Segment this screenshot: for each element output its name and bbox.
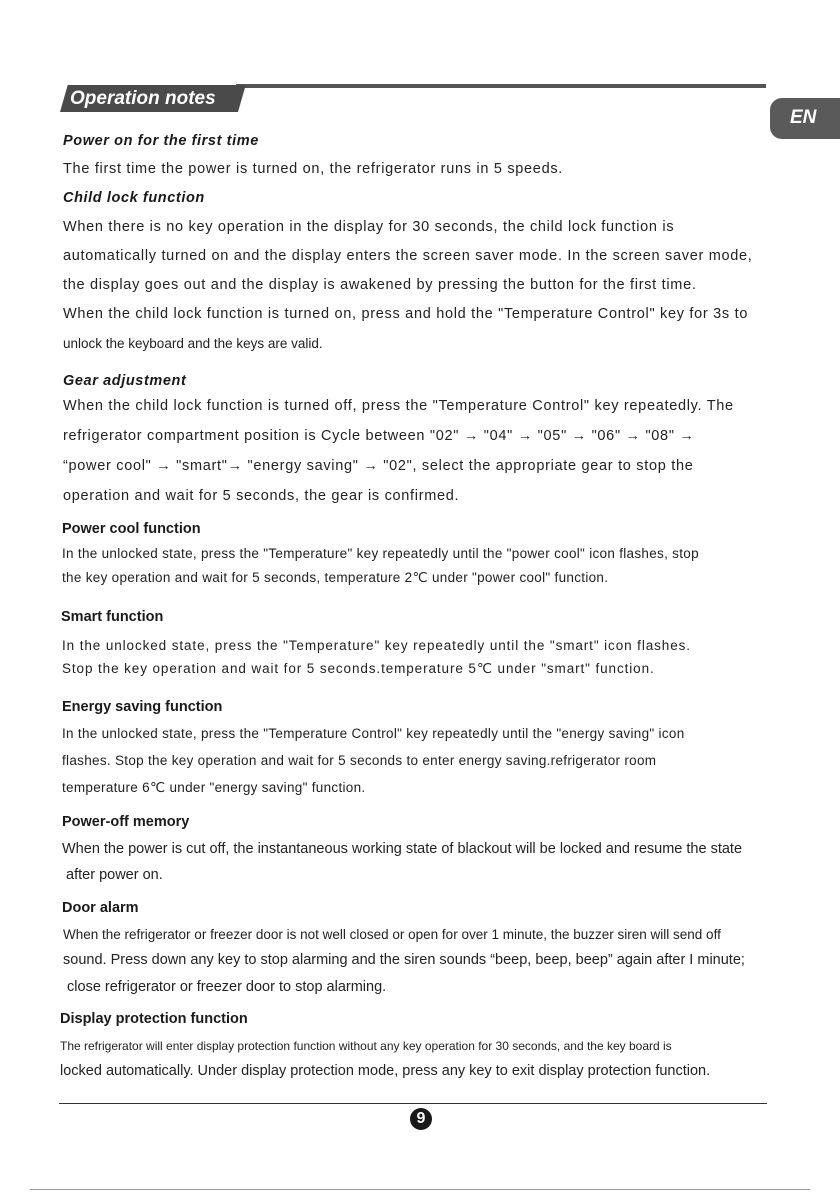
footer-rule bbox=[30, 1189, 810, 1190]
page-number-badge: 9 bbox=[410, 1108, 432, 1130]
heading-smart: Smart function bbox=[61, 609, 164, 625]
heading-power-cool: Power cool function bbox=[62, 521, 201, 537]
power-cool-line: the key operation and wait for 5 seconds, temperature 2℃ under "power cool" function. bbox=[62, 570, 609, 585]
power-cool-line: In the unlocked state, press the "Temperature" key repeatedly until the "power cool" icon flashes, stop bbox=[62, 546, 699, 561]
door-line: close refrigerator or freezer door to stop alarming. bbox=[63, 979, 387, 995]
memory-line: When the power is cut off, the instantaneous working state of blackout will be locked and resume the state bbox=[62, 841, 743, 857]
heading-door-alarm: Door alarm bbox=[62, 900, 139, 916]
child-lock-line: the display goes out and the display is awakened by pressing the button for the first time. bbox=[63, 277, 697, 293]
display-line: The refrigerator will enter display protection function without any key operation for 30 seconds, and the key board is bbox=[60, 1039, 672, 1053]
gear-line: When the child lock function is turned off, press the "Temperature Control" key repeatedly. The bbox=[63, 398, 734, 414]
heading-first-time: Power on for the first time bbox=[63, 133, 259, 149]
smart-line: In the unlocked state, press the "Temperature" key repeatedly until the "smart" icon flashes. bbox=[62, 638, 691, 653]
language-label: EN bbox=[790, 107, 817, 128]
door-line: sound. Press down any key to stop alarming and the siren sounds “beep, beep, beep” again after I minute; bbox=[63, 952, 745, 968]
child-lock-line: When the child lock function is turned on, press and hold the "Temperature Control" key for 3s to bbox=[63, 306, 749, 322]
door-line: When the refrigerator or freezer door is not well closed or open for over 1 minute, the buzzer siren will send off bbox=[63, 927, 721, 942]
page-title: Operation notes bbox=[70, 88, 216, 109]
heading-gear-adjustment: Gear adjustment bbox=[63, 373, 187, 389]
energy-line: temperature 6℃ under "energy saving" function. bbox=[62, 780, 366, 795]
child-lock-line: unlock the keyboard and the keys are valid. bbox=[63, 336, 323, 351]
smart-line: Stop the key operation and wait for 5 seconds.temperature 5℃ under "smart" function. bbox=[62, 661, 655, 676]
bottom-rule bbox=[59, 1103, 767, 1104]
energy-line: flashes. Stop the key operation and wait for 5 seconds to enter energy saving.refrigerator room bbox=[62, 753, 657, 768]
heading-display-protection: Display protection function bbox=[60, 1011, 248, 1027]
heading-power-off-memory: Power-off memory bbox=[62, 814, 190, 830]
memory-line: after power on. bbox=[62, 867, 163, 883]
child-lock-line: When there is no key operation in the display for 30 seconds, the child lock function is bbox=[63, 219, 675, 235]
gear-line: refrigerator compartment position is Cycle between "02" → "04" → "05" → "06" → "08" → bbox=[63, 428, 695, 444]
top-rule bbox=[236, 84, 766, 88]
heading-energy-saving: Energy saving function bbox=[62, 699, 223, 715]
energy-line: In the unlocked state, press the "Temperature Control" key repeatedly until the "energy saving" icon bbox=[62, 726, 685, 741]
first-time-line: The first time the power is turned on, the refrigerator runs in 5 speeds. bbox=[63, 161, 564, 177]
gear-line: “power cool" → "smart"→ "energy saving" → "02", select the appropriate gear to stop the bbox=[63, 458, 694, 474]
gear-line: operation and wait for 5 seconds, the gear is confirmed. bbox=[63, 488, 460, 504]
heading-child-lock: Child lock function bbox=[63, 190, 205, 206]
display-line: locked automatically. Under display protection mode, press any key to exit display protection function. bbox=[60, 1063, 711, 1079]
child-lock-line: automatically turned on and the display enters the screen saver mode. In the screen saver mode, bbox=[63, 248, 753, 264]
